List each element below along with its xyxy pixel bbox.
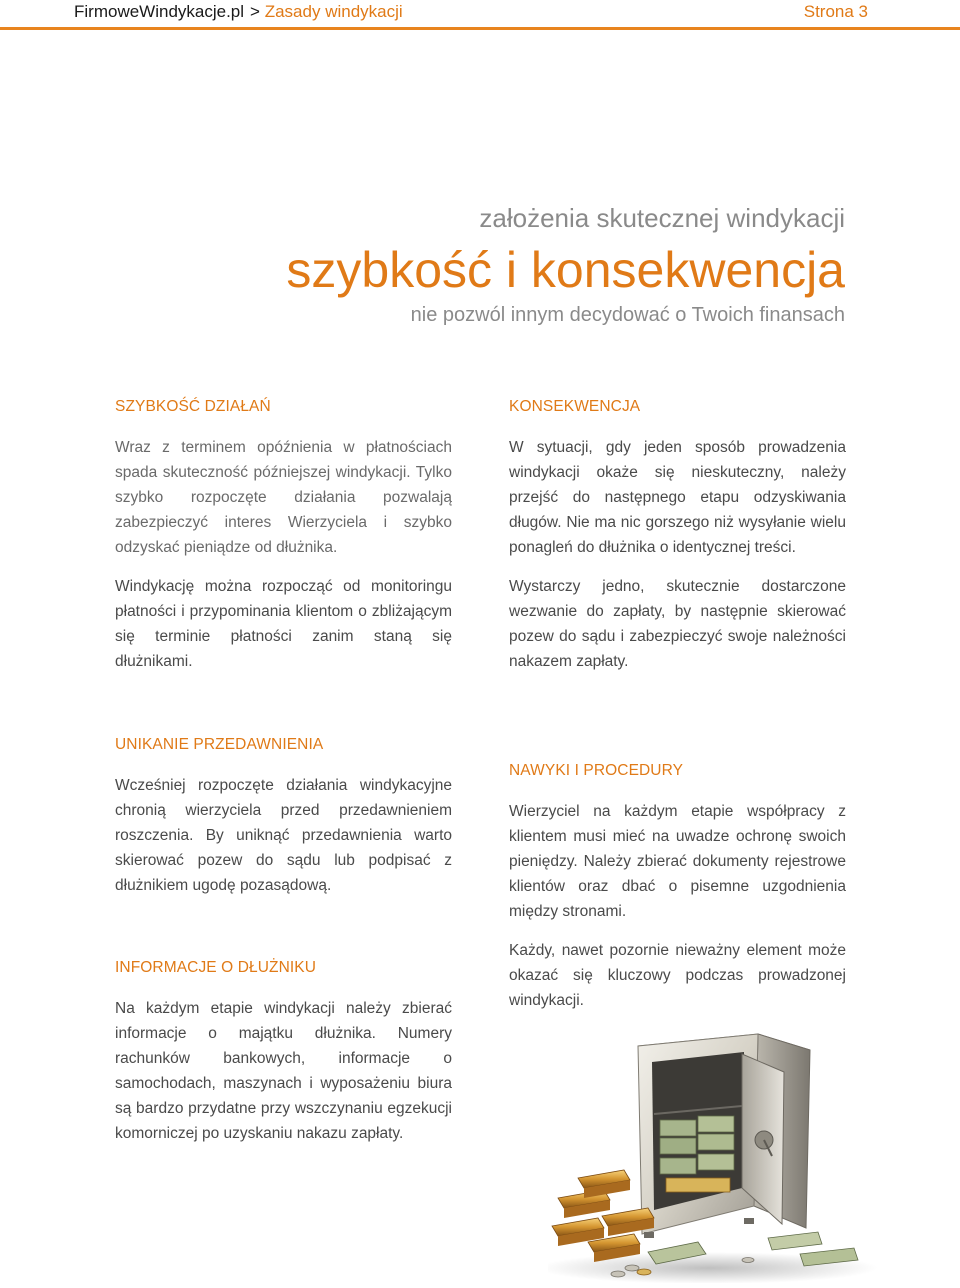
section-paragraph: Wierzyciel na każdym etapie współpracy z klientem musi mieć na uwadze ochronę swoich pieniędzy. Należy zbierać dokumenty rejestrowe klientów oraz dbać o pisemne uzgodnienia między stronami. bbox=[509, 803, 846, 920]
section-heading: INFORMACJE O DŁUŻNIKU bbox=[115, 959, 317, 976]
section-szybkosc-dzialan bbox=[115, 395, 452, 688]
section-heading: UNIKANIE PRZEDAWNIENIA bbox=[115, 736, 324, 753]
page-number: Strona 3 bbox=[803, 2, 868, 21]
section-paragraph: Wcześniej rozpoczęte działania windykacyjne chronią wierzyciela przed przedawnieniem roszczenia. By uniknąć przedawnienia warto skierować pozew do sądu lub podpisać z dłużnikiem ugodę pozasądową. bbox=[115, 777, 452, 894]
section-paragraph: Na każdym etapie windykacji należy zbierać informacje o majątku dłużnika. Numery rachunków bankowych, informacje o samochodach, maszynach i wyposażeniu biura są bardzo przydatne przy wszczynaniu egzekucji komorniczej po uzyskaniu nakazu zapłaty. bbox=[115, 1000, 452, 1142]
section-paragraph: Wystarczy jedno, skutecznie dostarczone wezwanie do zapłaty, by następnie skierować pozew do sądu i zabezpieczyć swoje należności nakazem zapłaty. bbox=[509, 578, 846, 670]
breadcrumb bbox=[74, 0, 403, 24]
page-subtitle: nie pozwól innym decydować o Twoich finansach bbox=[410, 304, 845, 326]
section-paragraph: W sytuacji, gdy jeden sposób prowadzenia windykacji okaże się nieskuteczny, należy przejść do następnego etapu odzyskiwania długów. Nie ma nic gorszego niż wysyłanie wielu ponagleń do dłużnika o identycznej treści. bbox=[509, 439, 846, 556]
header-bar bbox=[0, 0, 960, 30]
section-heading: NAWYKI I PROCEDURY bbox=[509, 762, 684, 779]
section-informacje-o-dluzniku bbox=[115, 956, 452, 1160]
section-konsekwencja bbox=[509, 395, 846, 688]
section-paragraph: Wraz z terminem opóźnienia w płatnościach spada skuteczność późniejszej windykacji. Tylko szybko rozpoczęte działania pozwalają zabezpieczyć interes Wierzyciela i szybko odzyskać pieniądze od dłużnika. bbox=[115, 439, 452, 556]
section-nawyki-i-procedury bbox=[509, 759, 846, 1027]
section-heading: SZYBKOŚĆ DZIAŁAŃ bbox=[115, 398, 271, 415]
breadcrumb-separator: > bbox=[250, 2, 260, 21]
section-paragraph: Windykację można rozpocząć od monitoringu płatności i przypominania klientom o zbliżającym się terminie płatności zanim staną się dłużnikami. bbox=[115, 578, 452, 670]
breadcrumb-current[interactable]: Zasady windykacji bbox=[264, 2, 403, 21]
section-heading: KONSEKWENCJA bbox=[509, 398, 641, 415]
page-title: szybkość i konsekwencja bbox=[286, 242, 845, 298]
gold-bars bbox=[552, 1170, 654, 1262]
site-name[interactable]: FirmoweWindykacje.pl bbox=[74, 2, 245, 21]
title-block bbox=[286, 198, 845, 330]
section-unikanie-przedawnienia bbox=[115, 733, 452, 912]
section-paragraph: Każdy, nawet pozornie nieważny element może okazać się kluczowy podczas prowadzonej windykacji. bbox=[509, 942, 846, 1009]
pre-title: założenia skutecznej windykacji bbox=[479, 203, 845, 233]
safe-with-gold-and-money-icon bbox=[548, 1028, 888, 1283]
